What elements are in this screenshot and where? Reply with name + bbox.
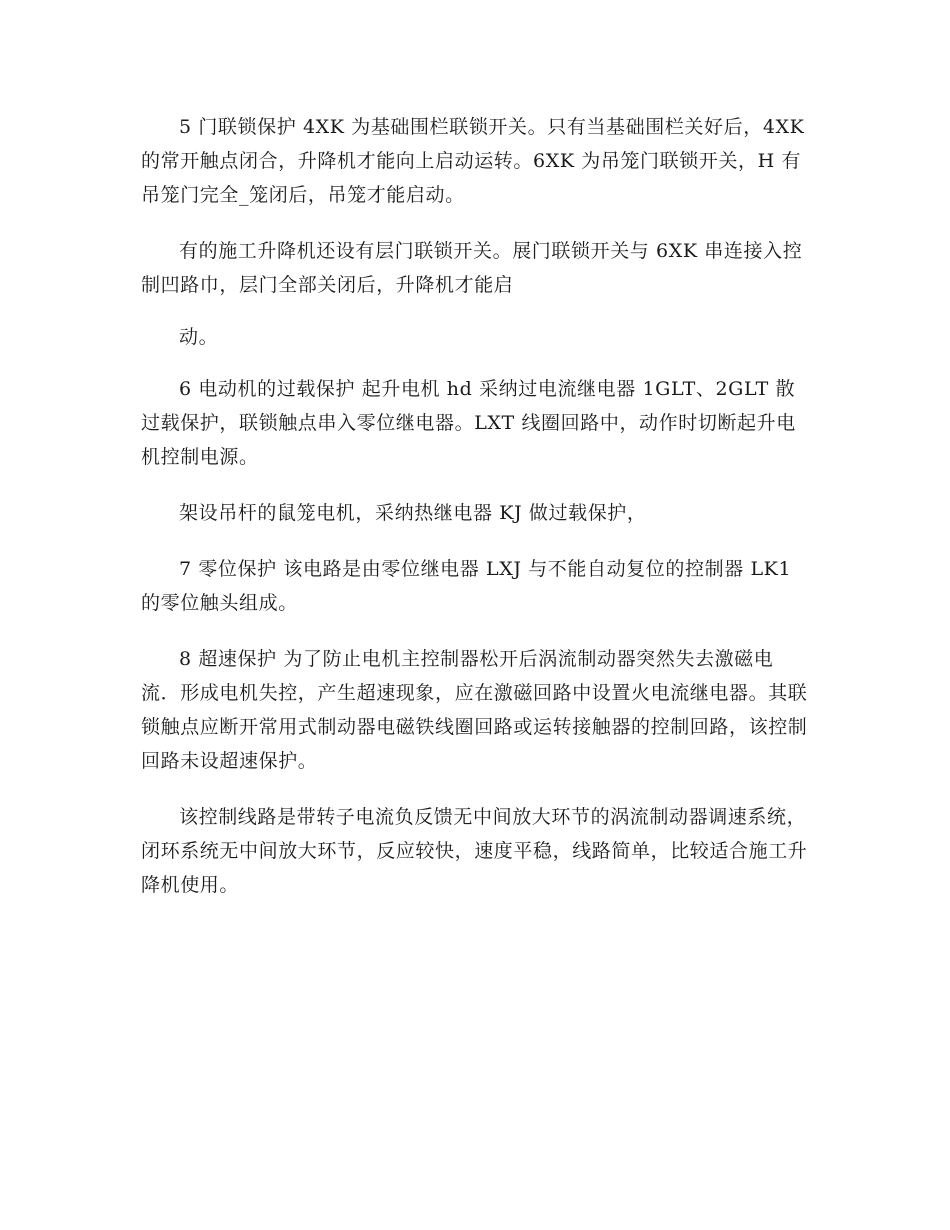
paragraph-door-interlock: 5 门联锁保护 4XK 为基础围栏联锁开关。只有当基础围栏关好后，4XK 的常开触点闭合，升降机才能向上启动运转。6XK 为吊笼门联锁开关，H 有吊笼门完全_笼闭后，吊笼才能启动。 [141,116,805,206]
paragraph-overspeed: 8 超速保护 为了防止电机主控制器松开后涡流制动器突然失去激磁电流．形成电机失控，产生超速现象，应在激磁回路中设置火电流继电器。其联锁触点应断开常用式制动器电磁铁线圈回路或运转接触器的控制回路，该控制回路未设超速保护。 [141,648,808,772]
document-body [141,110,809,902]
paragraph-zero-position: 7 零位保护 该电路是由零位继电器 LXJ 与不能自动复位的控制器 LK1 的零位触头组成。 [141,558,792,614]
paragraph-control-summary: 该控制线路是带转子电流负反馈无中间放大环节的涡流制动器调速系统，闭环系统无中间放大环节，反应较快，速度平稳，线路简单，比较适合施工升降机使用。 [141,806,808,896]
paragraph-boom-motor-overload: 架设吊杆的鼠笼电机，采纳热继电器 KJ 做过载保护， [179,502,647,524]
paragraph-landing-door-interlock: 有的施工升降机还设有层门联锁开关。展门联锁开关与 6XK 串连接入控制凹路巾，层门全部关闭后，升降机才能启 [141,240,803,296]
paragraph-motor-overload: 6 电动机的过载保护 起升电机 hd 采纳过电流继电器 1GLT、2GLT 散过载保护，联锁触点串入零位继电器。LXT 线圈回路中，动作时切断起升电机控制电源。 [141,378,796,468]
paragraph-landing-door-continuation: 动。 [179,326,219,348]
